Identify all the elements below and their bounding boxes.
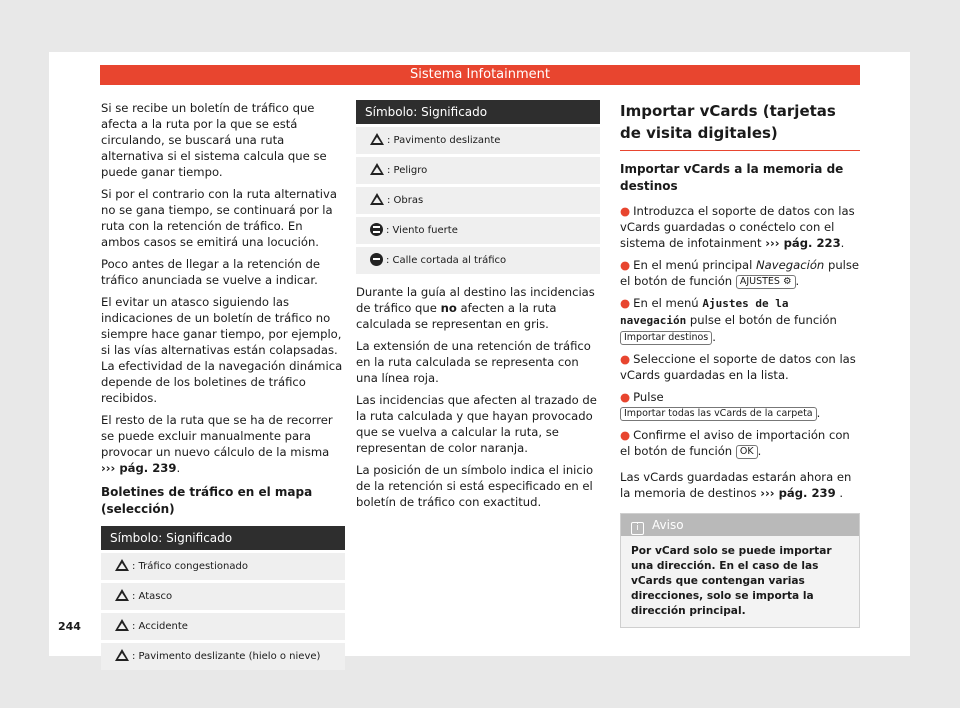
paragraph: Durante la guía al destino las incidencias de tráfico que no afecten a la ruta calculada se representan en gris. [356, 285, 595, 331]
paragraph: El evitar un atasco siguiendo las indicaciones de un boletín de tráfico no siempre hace ganar tiempo, por ejemplo, si las vías alternativas están colapsadas. La efectividad de la navegación dinámica depende de los boletines de tráfico recibidos. [101, 295, 343, 405]
section-title: Importar vCards (tarjetas de visita digitales) [620, 100, 860, 151]
page-header: Sistema Infotainment [100, 65, 860, 85]
importar-destinos-button[interactable]: Importar destinos [620, 331, 712, 345]
warning-triangle-icon [370, 133, 384, 145]
subheading: Importar vCards a la memoria de destinos [620, 162, 844, 193]
notice-header: i Aviso [621, 514, 859, 536]
table-row: : Pavimento deslizante (hielo o nieve) [101, 642, 345, 671]
paragraph: Si se recibe un boletín de tráfico que afecta a la ruta por la que se está circulando, se buscará una ruta alternativa si el sistema calcula que se puede ganar tiempo. [101, 101, 327, 179]
table-row: : Calle cortada al tráfico [356, 246, 600, 275]
bullet-icon: ● [620, 204, 631, 218]
table-row: : Atasco [101, 582, 345, 612]
column-3 [620, 100, 860, 628]
info-icon: i [631, 522, 644, 535]
list-item: ● En el menú principal Navegación pulse el botón de función AJUSTES ⚙ . [620, 258, 860, 288]
paragraph: Si por el contrario con la ruta alternativa no se gana tiempo, se continuará por la ruta con la retención de tráfico. En ambos casos se emitirá una locución. [101, 187, 337, 249]
table-header: Símbolo: Significado [356, 100, 600, 126]
notice-box [620, 513, 860, 628]
table-header: Símbolo: Significado [101, 526, 345, 552]
bullet-icon: ● [620, 428, 631, 442]
list-item: ● Seleccione el soporte de datos con las vCards guardadas en la lista. [620, 352, 856, 382]
paragraph: La posición de un símbolo indica el inicio de la retención si está especificado en el boletín de tráfico con exactitud. [356, 463, 594, 509]
table-row: : Tráfico congestionado [101, 552, 345, 582]
road-closed-icon [370, 253, 383, 266]
paragraph: Las incidencias que afecten al trazado de la ruta calculada y que hayan provocado que se vuelva a calcular la ruta, se representan de color naranja. [356, 393, 597, 455]
column-1 [101, 100, 345, 670]
table-row: : Obras [356, 186, 600, 216]
ok-button[interactable]: OK [736, 445, 758, 459]
page-number: 244 [58, 620, 81, 633]
symbol-table [356, 100, 600, 274]
page-reference-link[interactable]: ››› pág. 223 [765, 236, 841, 250]
wind-icon [370, 223, 383, 236]
warning-triangle-icon [115, 589, 129, 601]
importar-todas-vcards-button[interactable]: Importar todas las vCards de la carpeta [620, 407, 817, 421]
ajustes-button[interactable]: AJUSTES ⚙ [736, 275, 796, 289]
warning-triangle-icon [115, 649, 129, 661]
subheading: Boletines de tráfico en el mapa (selección) [101, 485, 313, 516]
paragraph: El resto de la ruta que se ha de recorrer se puede excluir manualmente para provocar un nuevo cálculo de la misma ››› pág. 239. [101, 413, 333, 475]
list-item: ● Pulse Importar todas las vCards de la carpeta . [620, 390, 821, 420]
list-item: ● Introduzca el soporte de datos con las vCards guardadas o conéctelo con el sistema de infotainment ››› pág. 223. [620, 204, 855, 250]
table-row: : Peligro [356, 156, 600, 186]
paragraph: Poco antes de llegar a la retención de tráfico anunciada se vuelve a indicar. [101, 257, 321, 287]
warning-triangle-icon [115, 559, 129, 571]
bullet-icon: ● [620, 296, 631, 310]
bullet-icon: ● [620, 258, 631, 272]
warning-triangle-icon [115, 619, 129, 631]
bullet-icon: ● [620, 352, 631, 366]
page-reference-link[interactable]: ››› pág. 239 [101, 461, 177, 475]
notice-text: Por vCard solo se puede importar una dirección. En el caso de las vCards que contengan varias direcciones, solo se importa la dirección principal. [631, 545, 832, 617]
warning-triangle-icon [370, 163, 384, 175]
list-item: ● En el menú Ajustes de la navegación pulse el botón de función Importar destinos . [620, 296, 837, 344]
bullet-icon: ● [620, 390, 631, 404]
paragraph: Las vCards guardadas estarán ahora en la memoria de destinos ››› pág. 239 . [620, 470, 852, 500]
column-2 [356, 100, 600, 516]
paragraph: La extensión de una retención de tráfico en la ruta calculada se representa con una línea roja. [356, 339, 591, 385]
symbol-table [101, 526, 345, 670]
table-row: : Viento fuerte [356, 216, 600, 246]
list-item: ● Confirme el aviso de importación con el botón de función OK . [620, 428, 850, 458]
table-row: : Accidente [101, 612, 345, 642]
warning-triangle-icon [370, 193, 384, 205]
table-row: : Pavimento deslizante [356, 126, 600, 156]
page-reference-link[interactable]: ››› pág. 239 [760, 486, 836, 500]
